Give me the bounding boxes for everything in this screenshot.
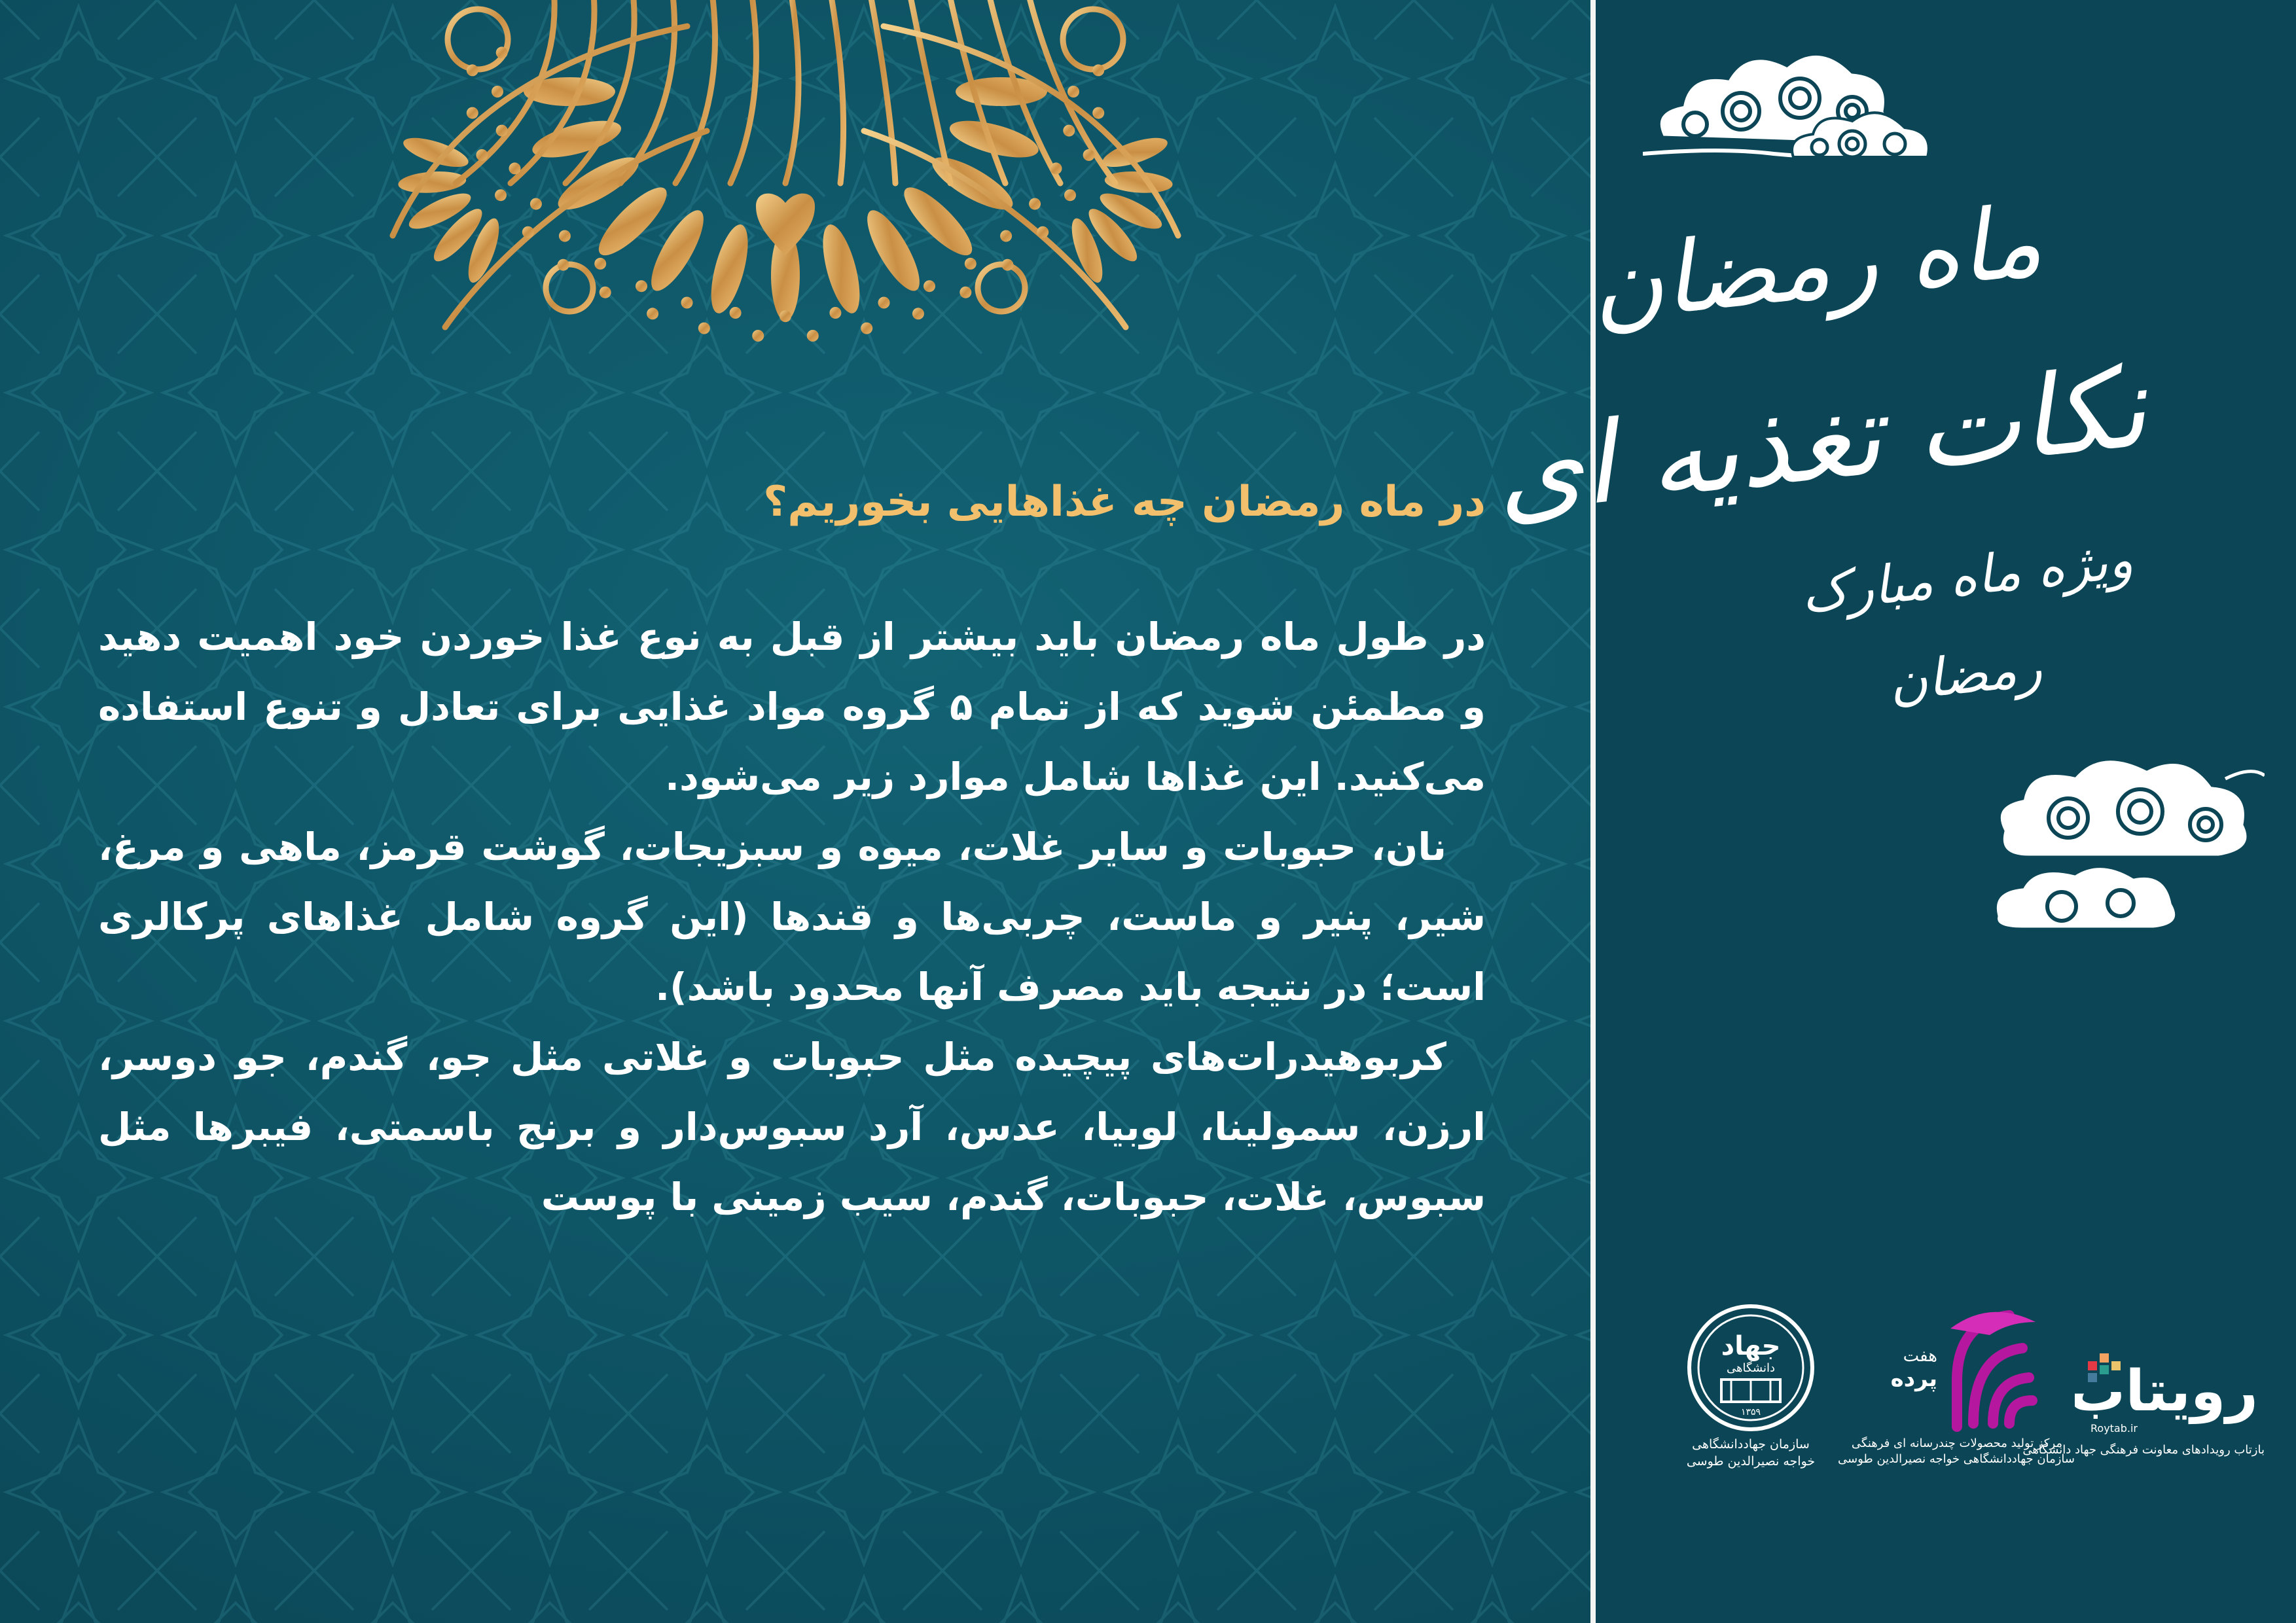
mandala-dot — [698, 323, 710, 334]
mandala-dot — [1000, 230, 1012, 242]
mandala-dot — [780, 310, 791, 322]
mandala-dot — [730, 307, 742, 319]
mandala-dot — [1001, 259, 1013, 271]
jahad-caption-line2: خواجه نصیرالدین طوسی — [1686, 1454, 1816, 1469]
roytab-logo — [2022, 1348, 2265, 1458]
paragraph-carbohydrates: کربوهیدرات‌های پیچیده مثل حبوبات و غلاتی مثل جو، گندم، جو دوسر، ارزن، سمولینا، لوبیا، عدس، آرد سبوس‌دار و برنج باسمتی، فیبرها مثل سبوس، غلات، حبوبات، گندم، سیب زمینی با پوست — [98, 1035, 1486, 1219]
paragraph-intro: در طول ماه رمضان باید بیشتر از قبل به نوع غذا خوردن خود اهمیت دهید و مطمئن شوید که از تمام ۵ گروه مواد غذایی برای تعادل و تنوع استفاده می‌کنید. این غذاها شامل موارد زیر می‌شود. — [98, 615, 1486, 799]
mandala-ring — [546, 264, 593, 312]
mandala-dot — [495, 189, 507, 201]
mandala-dot — [467, 107, 478, 119]
mandala-dot — [829, 307, 841, 319]
mandala-dot — [752, 330, 764, 342]
mandala-dot — [636, 280, 647, 292]
mandala-dot — [1067, 86, 1079, 98]
side-subtitle-ramadan: رمضان — [1886, 636, 2045, 713]
mandala-dot — [1063, 125, 1075, 137]
mandala-dot — [807, 330, 819, 342]
mandala-dot — [960, 287, 971, 298]
jahad-daneshgahi-logo — [1669, 1302, 1833, 1470]
mandala-dot — [681, 297, 693, 309]
cloud-ornament-top-small — [1780, 92, 1937, 177]
mandala-dot — [878, 297, 890, 309]
haft-pardeh-caption-line2: سازمان جهاددانشگاهی خواجه نصیرالدین طوسی — [1838, 1452, 2075, 1466]
mandala-ring — [448, 9, 508, 69]
mandala-dot — [647, 308, 658, 319]
mandala-dot — [522, 226, 534, 238]
mandala-petal — [704, 221, 755, 317]
mandala-dot — [1092, 64, 1104, 76]
mandala-dot — [1092, 107, 1104, 119]
roytab-logo-name: رویتاب — [2075, 1359, 2258, 1424]
mandala-dot — [912, 308, 924, 319]
mandala-dot — [861, 323, 872, 334]
mandala-dot — [558, 259, 569, 271]
body-text — [98, 602, 1486, 1232]
mandala-dot — [467, 64, 478, 76]
mandala-dot — [1029, 198, 1041, 210]
paragraph-food-groups: نان، حبوبات و سایر غلات، میوه و سبزیجات، گوشت قرمز، ماهی و مرغ، شیر، پنیر و ماست، چربی‌ها و قندها (این گروه شامل غذاهای پرکالری است؛ در نتیجه باید مصرف آنها محدود باشد). — [98, 825, 1486, 1009]
mandala-swirl — [730, 0, 756, 183]
jahad-caption-line1: سازمان جهاددانشگاهی — [1692, 1437, 1810, 1452]
mandala-dot — [496, 46, 508, 58]
roytab-emblem-icon — [2075, 1348, 2265, 1440]
side-subtitle-special: ویژه ماه مبارک — [1798, 528, 2136, 624]
mandala-dot — [476, 149, 488, 161]
mandala-ring — [1063, 9, 1123, 69]
jahad-logo-sub: دانشگاهی — [1726, 1361, 1776, 1375]
mandala-dot — [594, 258, 606, 270]
jahad-emblem-icon — [1685, 1302, 1816, 1433]
pardeh-logo-name: پرده — [1890, 1366, 1937, 1392]
headline: در ماه رمضان چه غذاهایی بخوریم؟ — [763, 478, 1486, 526]
gold-mandala-ornament — [275, 0, 1296, 399]
mandala-petal — [816, 221, 867, 317]
mandala-dot — [1037, 226, 1049, 238]
cloud-ornament-bottom — [1990, 740, 2265, 936]
mandala-dot — [1083, 149, 1095, 161]
roytab-url: Roytab.ir — [2090, 1422, 2138, 1435]
mandala-swirl — [785, 0, 798, 183]
mandala-dot — [492, 86, 503, 98]
mandala-dot — [559, 230, 571, 242]
mandala-dot — [530, 198, 542, 210]
mandala-swirl — [825, 0, 844, 183]
mandala-dot — [1050, 162, 1062, 174]
mandala-ring — [978, 264, 1025, 312]
mandala-dot — [965, 258, 977, 270]
jahad-logo-year: ۱۳۵۹ — [1740, 1407, 1761, 1418]
roytab-caption: بازتاب رویدادهای معاونت فرهنگی جهاد دانشگاهی — [2022, 1443, 2265, 1457]
haft-logo-name: هفت — [1903, 1346, 1937, 1366]
mandala-dot — [600, 287, 611, 298]
mandala-dot — [496, 125, 508, 137]
jahad-logo-name: جهاد — [1721, 1331, 1781, 1361]
mandala-dot — [509, 162, 521, 174]
mandala-dot — [924, 280, 935, 292]
mandala-dot — [1064, 189, 1076, 201]
haft-pardeh-caption-line1: مرکز تولید محصولات چندرسانه ای فرهنگی — [1851, 1436, 2063, 1450]
side-title-nutrition-tips: نکات تغذیه ای — [1488, 342, 2153, 540]
side-title-ramadan-month: ماه رمضان — [1585, 184, 2047, 345]
haft-pardeh-emblem-icon — [1859, 1302, 2055, 1433]
